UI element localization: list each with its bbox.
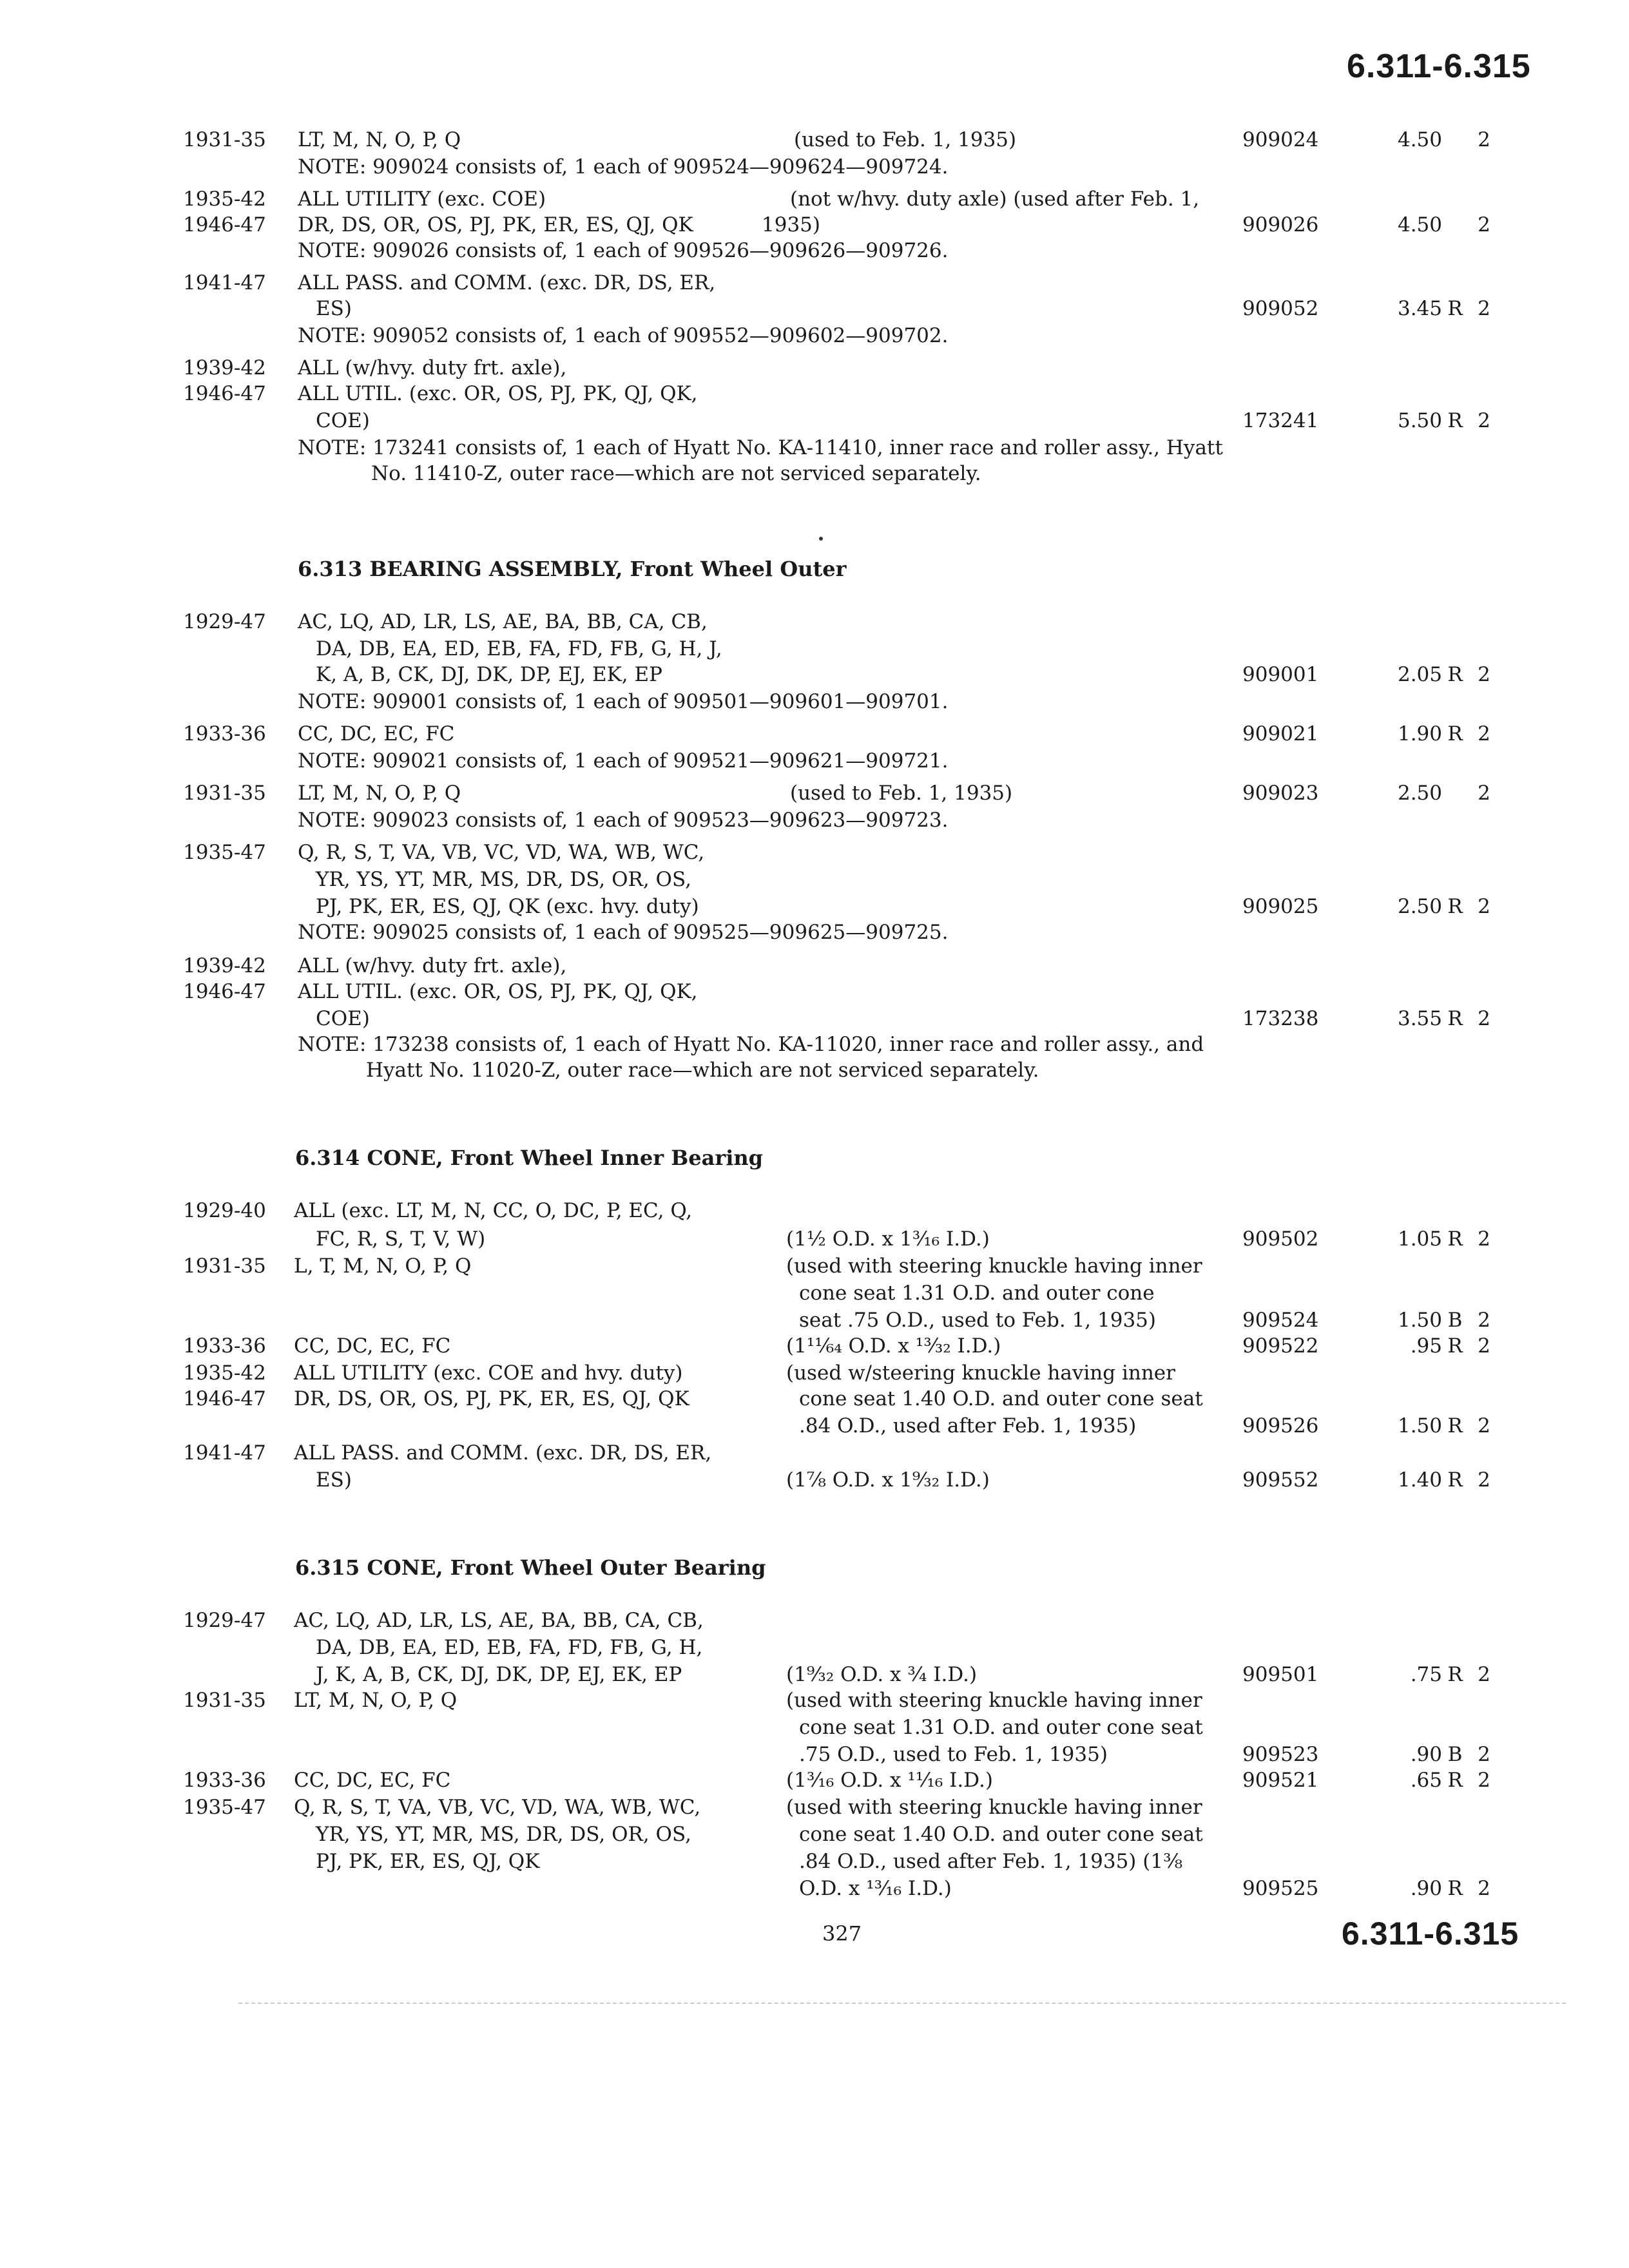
model-list: COE)	[316, 409, 370, 432]
table-row	[0, 380, 1629, 407]
model-list: ALL UTILITY (exc. COE)	[298, 187, 546, 211]
description: .84 O.D., used after Feb. 1, 1935)	[799, 1414, 1137, 1437]
table-row	[0, 1360, 1629, 1387]
model-list: ALL PASS. and COMM. (exc. DR, DS, ER,	[298, 271, 716, 294]
part-number: 909001	[1242, 663, 1319, 686]
table-row	[0, 1385, 1629, 1412]
note-text: NOTE: 909025 consists of, 1 each of 909525—909625—909725.	[298, 921, 949, 944]
note-line	[0, 460, 1629, 487]
description: .75 O.D., used to Feb. 1, 1935)	[799, 1743, 1108, 1766]
description: (used to Feb. 1, 1935)	[790, 782, 1013, 805]
quantity: 2	[1478, 1663, 1490, 1686]
part-number: 909025	[1242, 895, 1319, 918]
note-line	[0, 153, 1629, 180]
code: R	[1447, 1334, 1463, 1358]
model-list: AC, LQ, AD, LR, LS, AE, BA, BB, CA, CB,	[294, 1609, 704, 1632]
table-row	[0, 1253, 1629, 1280]
year-range: 1946-47	[183, 213, 266, 236]
note-line	[0, 688, 1629, 715]
note-line	[0, 322, 1629, 349]
year-range: 1935-42	[183, 1361, 266, 1385]
description: (used with steering knuckle having inner	[786, 1254, 1202, 1278]
part-number: 909523	[1242, 1743, 1319, 1766]
price: .65	[1410, 1769, 1442, 1792]
year-range: 1946-47	[183, 382, 266, 405]
table-row	[0, 407, 1629, 434]
table-row	[0, 269, 1629, 296]
year-range: 1935-47	[183, 841, 266, 864]
table-row	[0, 1280, 1629, 1307]
part-number: 909021	[1242, 722, 1319, 745]
part-number: 909521	[1242, 1769, 1319, 1792]
model-list: LT, M, N, O, P, Q	[294, 1689, 458, 1712]
description: cone seat 1.31 O.D. and outer cone seat	[799, 1716, 1203, 1739]
note-text: No. 11410-Z, outer race—which are not serviced separately.	[371, 462, 981, 485]
section-heading: 6.315 CONE, Front Wheel Outer Bearing	[295, 1555, 766, 1580]
table-row	[0, 952, 1629, 979]
note-text: NOTE: 909026 consists of, 1 each of 909526—909626—909726.	[298, 239, 949, 262]
model-list: LT, M, N, O, P, Q	[298, 782, 461, 805]
price: 5.50	[1397, 409, 1442, 432]
quantity: 2	[1478, 1309, 1490, 1332]
table-row	[0, 211, 1629, 238]
quantity: 2	[1478, 1877, 1490, 1900]
description: (used with steering knuckle having inner	[786, 1796, 1202, 1819]
code: R	[1447, 409, 1463, 432]
model-list: DA, DB, EA, ED, EB, FA, FD, FB, G, H, J,	[316, 637, 722, 660]
year-range: 1939-42	[183, 356, 266, 380]
price: .90	[1410, 1743, 1442, 1766]
year-range: 1941-47	[183, 1441, 266, 1465]
table-row	[0, 780, 1629, 807]
year-range: 1935-47	[183, 1796, 266, 1819]
model-list: Q, R, S, T, VA, VB, VC, VD, WA, WB, WC,	[294, 1796, 701, 1819]
code: R	[1447, 722, 1463, 745]
description: (1³⁄₁₆ O.D. x ¹¹⁄₁₆ I.D.)	[786, 1769, 993, 1792]
table-row	[0, 635, 1629, 662]
model-list: K, A, B, CK, DJ, DK, DP, EJ, EK, EP	[316, 663, 663, 686]
price: 1.90	[1397, 722, 1442, 745]
table-row	[0, 126, 1629, 153]
model-list: CC, DC, EC, FC	[298, 722, 455, 745]
quantity: 2	[1478, 128, 1490, 151]
table-row	[0, 978, 1629, 1005]
code: R	[1447, 1007, 1463, 1030]
price: 1.50	[1397, 1414, 1442, 1437]
part-number: 173241	[1242, 409, 1319, 432]
note-line	[0, 1057, 1629, 1084]
part-number: 909502	[1242, 1227, 1319, 1251]
price: 3.55	[1397, 1007, 1442, 1030]
description: (1⁹⁄₃₂ O.D. x ¾ I.D.)	[786, 1663, 978, 1686]
table-row	[0, 1197, 1629, 1224]
note-text: NOTE: 909023 consists of, 1 each of 909523—909623—909723.	[298, 809, 949, 832]
price: 1.50	[1397, 1309, 1442, 1332]
description: seat .75 O.D., used to Feb. 1, 1935)	[799, 1309, 1156, 1332]
note-line	[0, 1031, 1629, 1058]
model-list: DR, DS, OR, OS, PJ, PK, ER, ES, QJ, QK	[294, 1387, 689, 1410]
description: (1¹¹⁄₆₄ O.D. x ¹³⁄₃₂ I.D.)	[786, 1334, 1001, 1358]
model-list: ALL UTILITY (exc. COE and hvy. duty)	[294, 1361, 683, 1385]
table-row	[0, 1767, 1629, 1794]
page-range-header: 6.311-6.315	[1347, 48, 1531, 85]
table-row	[0, 661, 1629, 688]
table-row	[0, 1439, 1629, 1466]
code: R	[1447, 1663, 1463, 1686]
year-range: 1929-47	[183, 610, 266, 633]
note-text: NOTE: 909052 consists of, 1 each of 909552—909602—909702.	[298, 324, 949, 347]
model-list: YR, YS, YT, MR, MS, DR, DS, OR, OS,	[316, 1823, 691, 1846]
price: .95	[1410, 1334, 1442, 1358]
model-list: LT, M, N, O, P, Q	[298, 128, 461, 151]
table-row	[0, 1875, 1629, 1902]
note-line	[0, 434, 1629, 461]
part-number: 909552	[1242, 1468, 1319, 1492]
model-list: ALL UTIL. (exc. OR, OS, PJ, PK, QJ, QK,	[298, 382, 698, 405]
price: .90	[1410, 1877, 1442, 1900]
code: R	[1447, 1877, 1463, 1900]
part-number: 909026	[1242, 213, 1319, 236]
price: 2.05	[1397, 663, 1442, 686]
note-line	[0, 237, 1629, 264]
table-row	[0, 1634, 1629, 1661]
table-row	[0, 295, 1629, 322]
part-number: 909501	[1242, 1663, 1319, 1686]
price: 2.50	[1397, 782, 1442, 805]
model-list: CC, DC, EC, FC	[294, 1769, 451, 1792]
note-line	[0, 807, 1629, 834]
code: R	[1447, 1468, 1463, 1492]
model-list: ALL (w/hvy. duty frt. axle),	[298, 954, 567, 977]
model-list: AC, LQ, AD, LR, LS, AE, BA, BB, CA, CB,	[298, 610, 708, 633]
model-list: L, T, M, N, O, P, Q	[294, 1254, 472, 1278]
part-number: 909525	[1242, 1877, 1319, 1900]
model-list: DR, DS, OR, OS, PJ, PK, ER, ES, QJ, QK	[298, 213, 693, 236]
model-list: ES)	[316, 297, 352, 320]
note-text: NOTE: 909024 consists of, 1 each of 909524—909624—909724.	[298, 155, 949, 178]
quantity: 2	[1478, 1743, 1490, 1766]
part-number: 909052	[1242, 297, 1319, 320]
year-range: 1933-36	[183, 722, 266, 745]
footer-rule	[238, 2003, 1566, 2004]
page-range-footer: 6.311-6.315	[1342, 1916, 1519, 1952]
year-range: 1929-40	[183, 1199, 266, 1222]
year-range: 1931-35	[183, 128, 266, 151]
note-text: NOTE: 173241 consists of, 1 each of Hyatt No. KA-11410, inner race and roller assy., Hyatt	[298, 436, 1223, 459]
quantity: 2	[1478, 1227, 1490, 1251]
code: R	[1447, 297, 1463, 320]
year-range: 1929-47	[183, 1609, 266, 1632]
table-row	[0, 839, 1629, 866]
table-row	[0, 1714, 1629, 1741]
model-list: ALL (w/hvy. duty frt. axle),	[298, 356, 567, 380]
quantity: 2	[1478, 1007, 1490, 1030]
model-list: CC, DC, EC, FC	[294, 1334, 451, 1358]
model-list: ALL UTIL. (exc. OR, OS, PJ, PK, QJ, QK,	[298, 980, 698, 1003]
code: R	[1447, 895, 1463, 918]
model-list: FC, R, S, T, V, W)	[316, 1227, 486, 1251]
model-list: ALL (exc. LT, M, N, CC, O, DC, P, EC, Q,	[294, 1199, 693, 1222]
year-range: 1931-35	[183, 1689, 266, 1712]
part-number: 173238	[1242, 1007, 1319, 1030]
part-number: 909522	[1242, 1334, 1319, 1358]
quantity: 2	[1478, 409, 1490, 432]
section-heading: 6.313 BEARING ASSEMBLY, Front Wheel Outer	[298, 557, 847, 581]
note-text: NOTE: 173238 consists of, 1 each of Hyatt No. KA-11020, inner race and roller assy., and	[298, 1033, 1204, 1056]
year-range: 1935-42	[183, 187, 266, 211]
quantity: 2	[1478, 1414, 1490, 1437]
year-range: 1946-47	[183, 1387, 266, 1410]
part-number: 909524	[1242, 1309, 1319, 1332]
quantity: 2	[1478, 213, 1490, 236]
year-range: 1939-42	[183, 954, 266, 977]
stray-mark	[819, 537, 823, 541]
part-number: 909023	[1242, 782, 1319, 805]
year-range: 1931-35	[183, 1254, 266, 1278]
year-range: 1931-35	[183, 782, 266, 805]
model-list: DA, DB, EA, ED, EB, FA, FD, FB, G, H,	[316, 1636, 703, 1659]
table-row	[0, 1466, 1629, 1494]
table-row	[0, 1005, 1629, 1032]
price: 3.45	[1397, 297, 1442, 320]
code: B	[1447, 1743, 1463, 1766]
model-list: ALL PASS. and COMM. (exc. DR, DS, ER,	[294, 1441, 712, 1465]
price: 4.50	[1397, 128, 1442, 151]
table-row	[0, 1332, 1629, 1360]
table-row	[0, 1848, 1629, 1875]
table-row	[0, 354, 1629, 381]
quantity: 2	[1478, 722, 1490, 745]
note-text: NOTE: 909001 consists of, 1 each of 909501—909601—909701.	[298, 690, 949, 713]
model-list: PJ, PK, ER, ES, QJ, QK (exc. hvy. duty)	[316, 895, 699, 918]
year-range: 1941-47	[183, 271, 266, 294]
model-list: ES)	[316, 1468, 352, 1492]
note-line	[0, 919, 1629, 946]
code: R	[1447, 663, 1463, 686]
description: cone seat 1.40 O.D. and outer cone seat	[799, 1387, 1203, 1410]
table-row	[0, 866, 1629, 893]
year-range: 1933-36	[183, 1769, 266, 1792]
description: cone seat 1.31 O.D. and outer cone	[799, 1282, 1155, 1305]
price: 1.05	[1397, 1227, 1442, 1251]
year-range: 1946-47	[183, 980, 266, 1003]
part-number: 909024	[1242, 128, 1319, 151]
model-list: YR, YS, YT, MR, MS, DR, DS, OR, OS,	[316, 868, 691, 891]
table-row	[0, 608, 1629, 635]
year-range: 1933-36	[183, 1334, 266, 1358]
description: (used to Feb. 1, 1935)	[794, 128, 1017, 151]
table-row	[0, 1225, 1629, 1253]
description: cone seat 1.40 O.D. and outer cone seat	[799, 1823, 1203, 1846]
section-heading: 6.314 CONE, Front Wheel Inner Bearing	[295, 1146, 764, 1170]
note-line	[0, 747, 1629, 774]
table-row	[0, 1307, 1629, 1334]
model-list: Q, R, S, T, VA, VB, VC, VD, WA, WB, WC,	[298, 841, 705, 864]
part-number: 909526	[1242, 1414, 1319, 1437]
note-text: Hyatt No. 11020-Z, outer race—which are not serviced separately.	[366, 1059, 1039, 1082]
table-row	[0, 1687, 1629, 1714]
table-row	[0, 893, 1629, 920]
quantity: 2	[1478, 1334, 1490, 1358]
code: R	[1447, 1414, 1463, 1437]
description: .84 O.D., used after Feb. 1, 1935) (1⅜	[799, 1850, 1183, 1873]
price: 2.50	[1397, 895, 1442, 918]
page-number: 327	[822, 1921, 862, 1946]
description: 1935)	[762, 213, 820, 236]
table-row	[0, 720, 1629, 747]
description: (1⅞ O.D. x 1⁹⁄₃₂ I.D.)	[786, 1468, 990, 1492]
table-row	[0, 1607, 1629, 1634]
quantity: 2	[1478, 895, 1490, 918]
model-list: COE)	[316, 1007, 370, 1030]
code: B	[1447, 1309, 1463, 1332]
quantity: 2	[1478, 1468, 1490, 1492]
quantity: 2	[1478, 297, 1490, 320]
table-row	[0, 1794, 1629, 1821]
quantity: 2	[1478, 1769, 1490, 1792]
table-row	[0, 1661, 1629, 1688]
description: (1½ O.D. x 1³⁄₁₆ I.D.)	[786, 1227, 990, 1251]
code: R	[1447, 1227, 1463, 1251]
quantity: 2	[1478, 663, 1490, 686]
quantity: 2	[1478, 782, 1490, 805]
table-row	[0, 1741, 1629, 1768]
price: 1.40	[1397, 1468, 1442, 1492]
description: (used w/steering knuckle having inner	[786, 1361, 1175, 1385]
code: R	[1447, 1769, 1463, 1792]
description: (used with steering knuckle having inner	[786, 1689, 1202, 1712]
model-list: J, K, A, B, CK, DJ, DK, DP, EJ, EK, EP	[316, 1663, 682, 1686]
table-row	[0, 186, 1629, 213]
note-text: NOTE: 909021 consists of, 1 each of 909521—909621—909721.	[298, 749, 949, 773]
description: O.D. x ¹³⁄₁₆ I.D.)	[799, 1877, 952, 1900]
table-row	[0, 1821, 1629, 1848]
price: 4.50	[1397, 213, 1442, 236]
table-row	[0, 1412, 1629, 1439]
model-list: PJ, PK, ER, ES, QJ, QK	[316, 1850, 540, 1873]
description: (not w/hvy. duty axle) (used after Feb. 1,	[790, 187, 1200, 211]
price: .75	[1410, 1663, 1442, 1686]
